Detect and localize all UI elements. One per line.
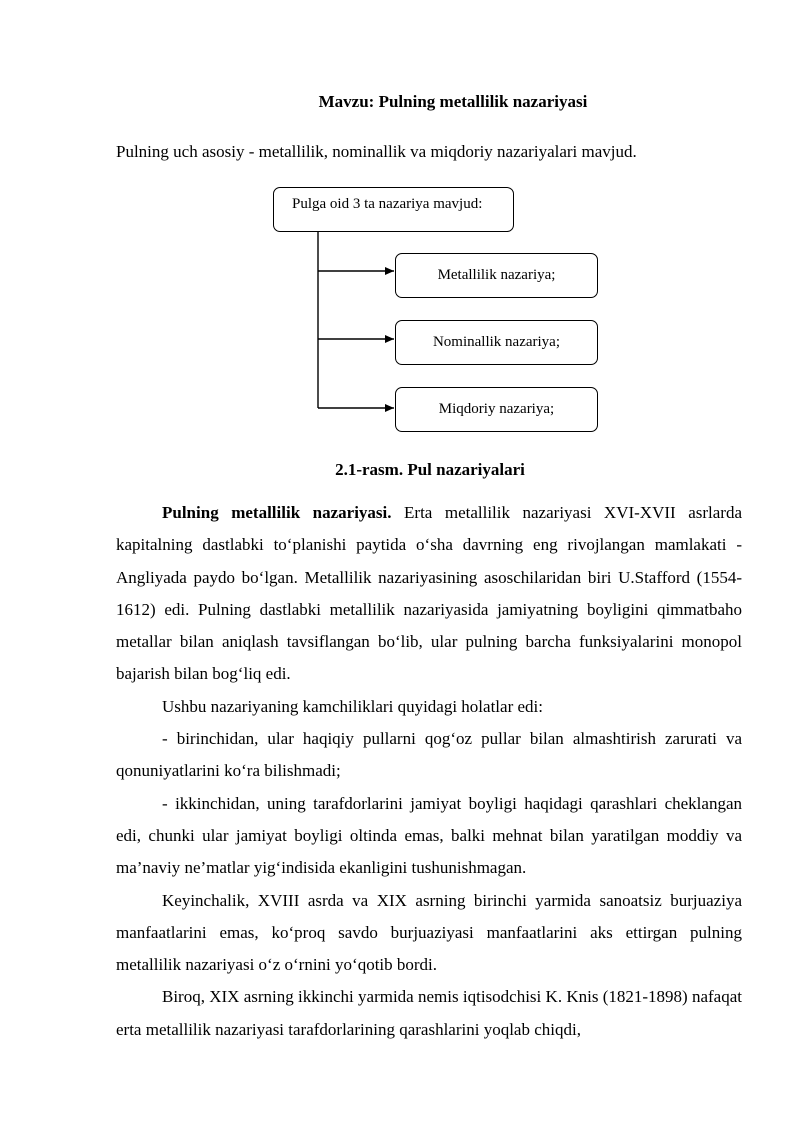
paragraph-4: - ikkinchidan, uning tarafdorlarini jamiyat boyligi haqidagi qarashlari cheklangan edi, chunki ular jamiyat boyligi oltinda emas, balki mehnat bilan yaratilgan moddiy va ma’naviy ne’matlar yig‘indisida ekanligini tushunishmagan. [116,793,742,878]
diagram-box-nominallik: Nominallik nazariya; [395,320,598,365]
intro-paragraph: Pulning uch asosiy - metallilik, nominallik va miqdoriy nazariyalari mavjud. [116,142,637,161]
paragraph-5: Keyinchalik, XVIII asrda va XIX asrning birinchi yarmida sanoatsiz burjuaziya manfaatlarini emas, ko‘proq savdo burjuaziyasi manfaatlarini aks ettirgan pulning metallilik nazariyasi o‘z o‘rnini yo‘qotib bordi. [116,890,742,975]
paragraph-1-rest: Erta metallilik nazariyasi XVI-XVII asrlarda kapitalning dastlabki to‘planishi paytida o‘sha davrning eng rivojlangan mamlakati - Angliyada paydo bo‘lgan. Metallilik nazariyasining asoschilaridan biri U.Stafford (1554-1612) edi. Pulning dastlabki metallilik nazariyasida jamiyatning boyligini qimmatbaho metallar bilan aniqlash tavsiflangan bo‘lib, ular pulning barcha funksiyalarini monopol bajarish bilan bog‘liq edi. [116,503,742,684]
diagram-root-box: Pulga oid 3 ta nazariya mavjud: [273,187,514,232]
page-title: Mavzu: Pulning metallilik nazariyasi [318,92,588,111]
figure-caption: 2.1-rasm. Pul nazariyalari [335,460,525,479]
paragraph-1 [116,497,742,691]
paragraph-1-lead: Pulning metallilik nazariyasi. [162,503,392,522]
paragraph-2: Ushbu nazariyaning kamchiliklari quyidagi holatlar edi: [162,696,543,716]
diagram-box-metallilik: Metallilik nazariya; [395,253,598,298]
paragraph-3: - birinchidan, ular haqiqiy pullarni qog‘oz pullar bilan almashtirish zarurati va qonuniyatlarini ko‘ra bilishmadi; [116,729,742,781]
body-text [116,497,742,1046]
diagram-box-miqdoriy: Miqdoriy nazariya; [395,387,598,432]
paragraph-6: Biroq, XIX asrning ikkinchi yarmida nemis iqtisodchisi K. Knis (1821-1898) nafaqat erta metallilik nazariyasi tarafdorlarining qarashlarini yoqlab chiqdi, [116,987,742,1039]
